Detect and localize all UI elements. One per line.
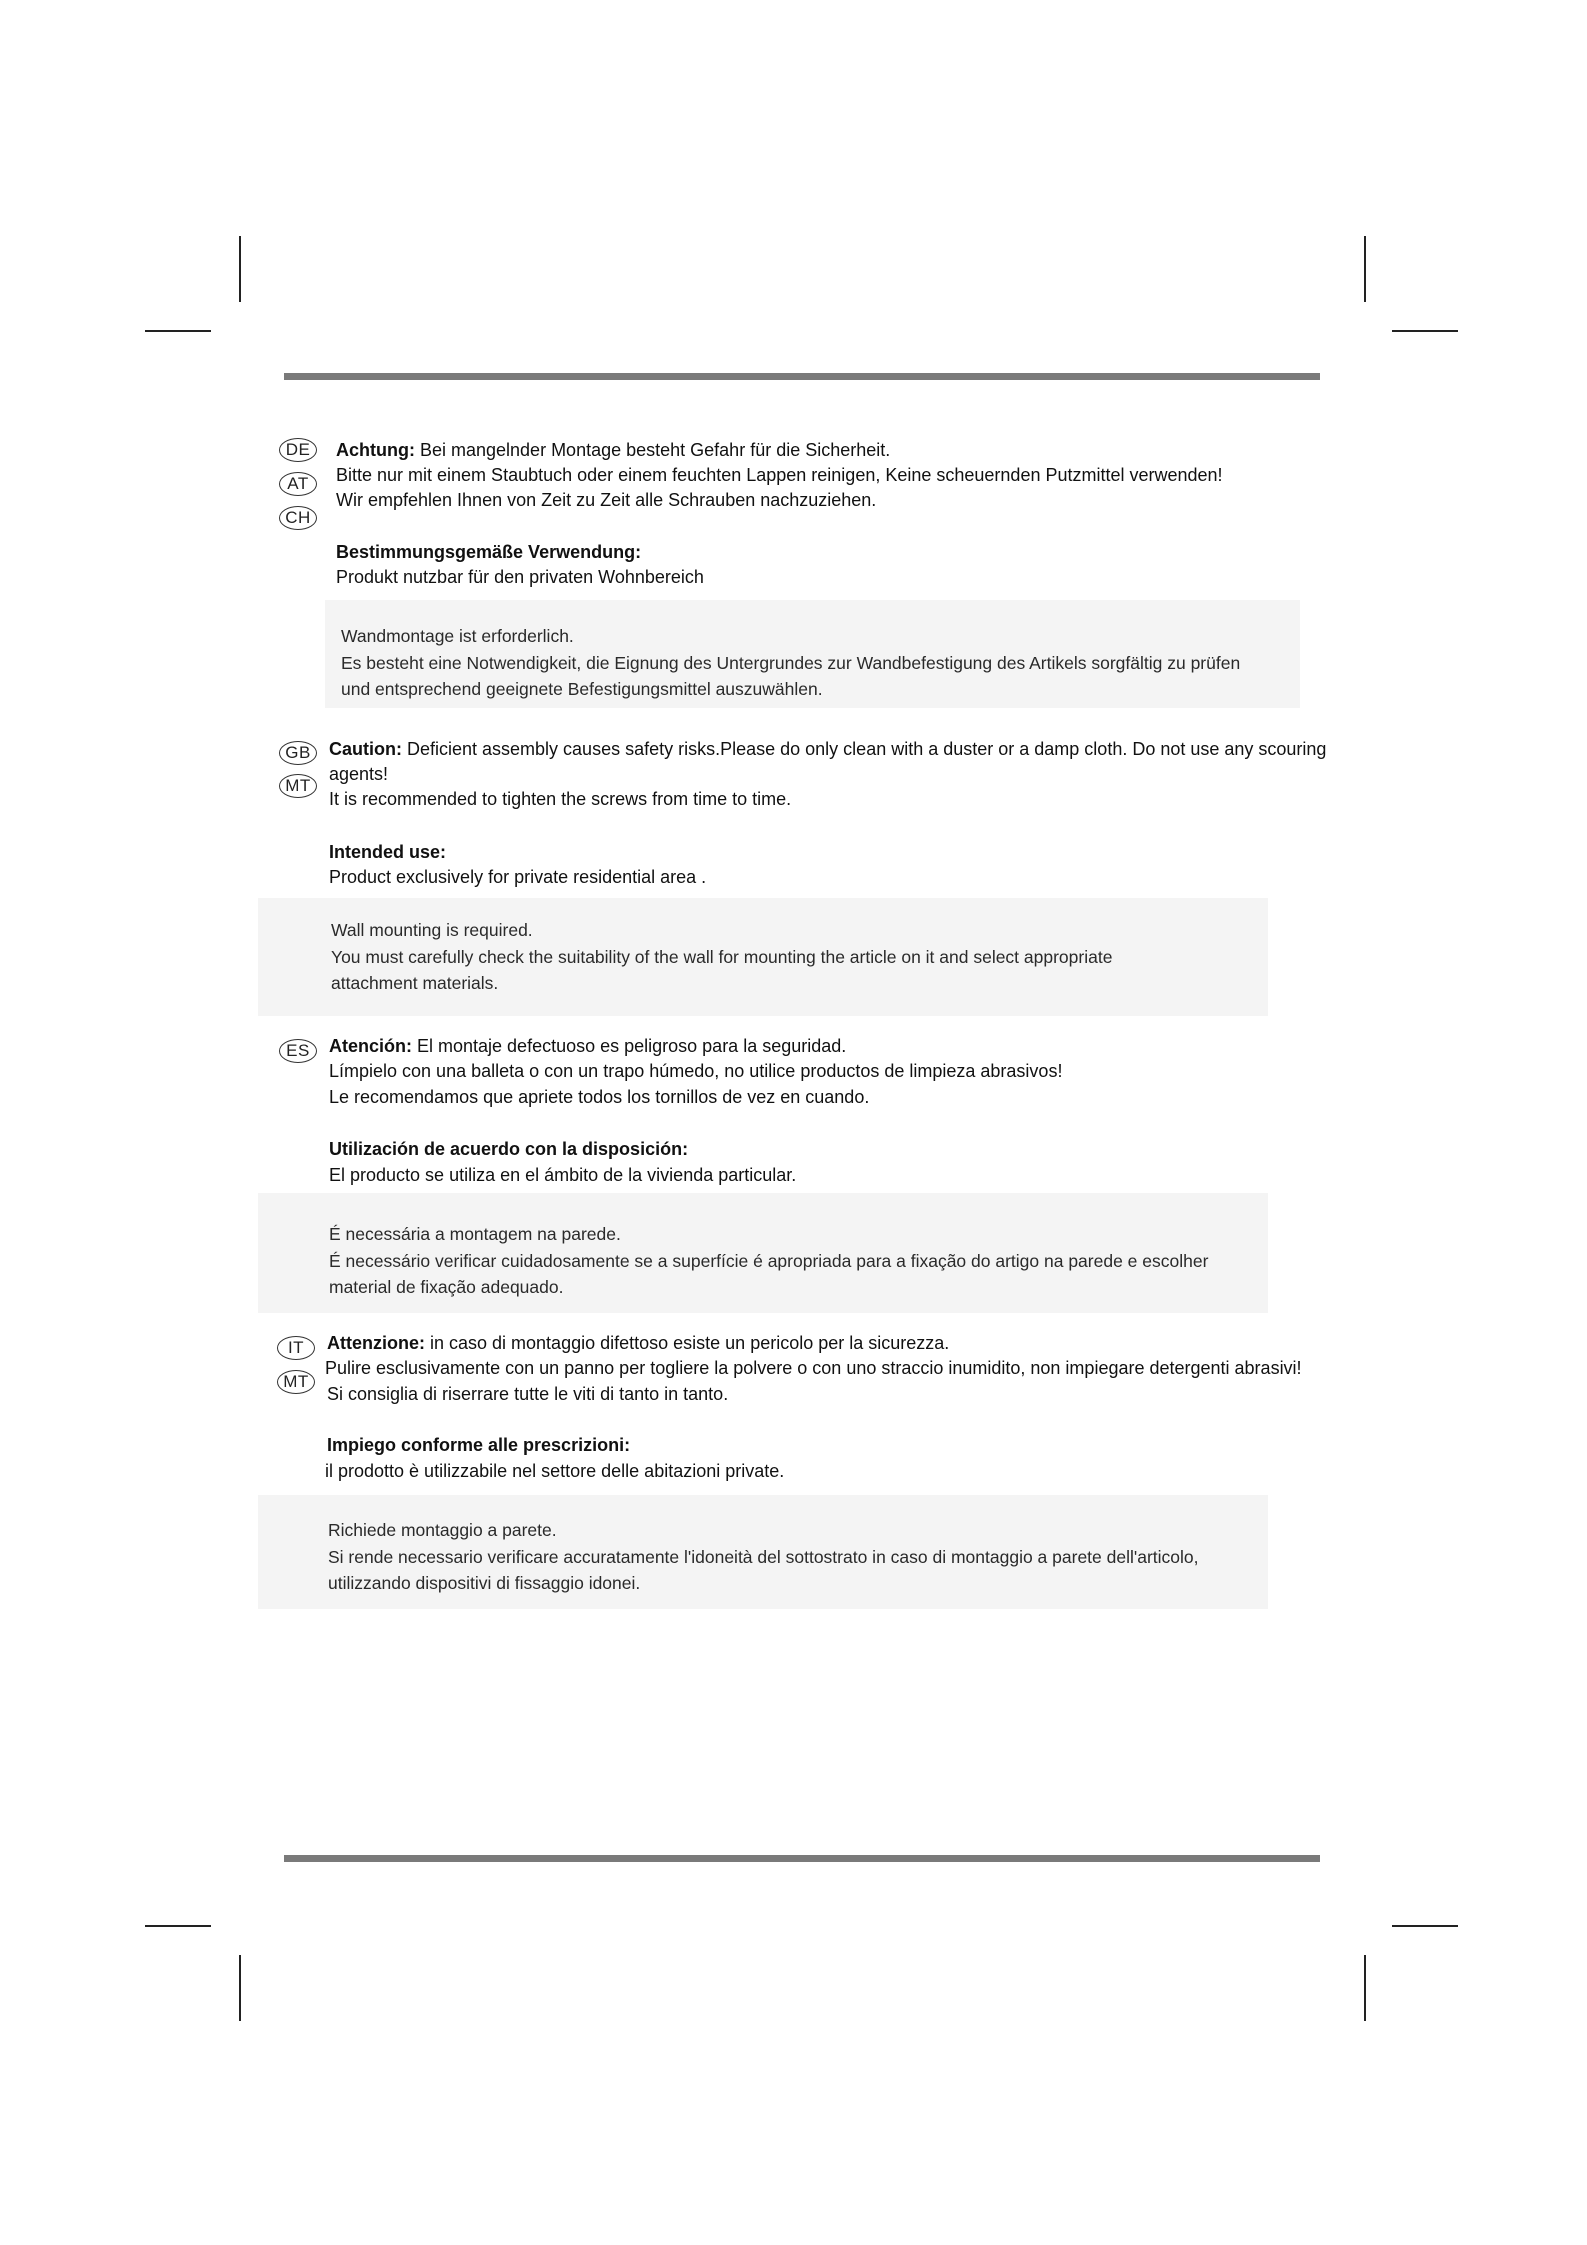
use-text: Produkt nutzbar für den privaten Wohnbereich bbox=[336, 567, 704, 587]
warning-label: Attenzione: bbox=[327, 1333, 425, 1353]
mounting-line-3: und entsprechend geeignete Befestigungsmittel auszuwählen. bbox=[341, 679, 823, 699]
warning-line-2: Límpielo con una balleta o con un trapo húmedo, no utilice productos de limpieza abrasivos! bbox=[329, 1061, 1063, 1081]
warning-line-1 bbox=[329, 1034, 846, 1058]
crop-mark-top-left-horizontal bbox=[145, 330, 211, 332]
warning-line-2: Bitte nur mit einem Staubtuch oder einem feuchten Lappen reinigen, Keine scheuernden Putzmittel verwenden! bbox=[336, 465, 1223, 485]
country-badge-at: AT bbox=[279, 472, 317, 496]
mounting-line-3: attachment materials. bbox=[331, 973, 499, 993]
mounting-line-1: Wall mounting is required. bbox=[331, 920, 533, 940]
warning-line-3: Le recomendamos que apriete todos los tornillos de vez en cuando. bbox=[329, 1087, 870, 1107]
country-badge-es: ES bbox=[279, 1039, 317, 1063]
country-badge-de: DE bbox=[279, 438, 317, 462]
bottom-rule bbox=[284, 1855, 1320, 1862]
warning-label: Caution: bbox=[329, 739, 402, 759]
country-badge-ch: CH bbox=[279, 506, 317, 530]
crop-mark-top-right-vertical bbox=[1364, 236, 1366, 302]
crop-mark-bottom-left-horizontal bbox=[145, 1925, 211, 1927]
warning-text: El montaje defectuoso es peligroso para la seguridad. bbox=[412, 1036, 847, 1056]
mounting-line-1: Richiede montaggio a parete. bbox=[328, 1520, 557, 1540]
crop-mark-top-right-horizontal bbox=[1392, 330, 1458, 332]
crop-mark-bottom-right-vertical bbox=[1364, 1955, 1366, 2021]
warning-line-1 bbox=[327, 1331, 949, 1355]
use-text: il prodotto è utilizzabile nel settore delle abitazioni private. bbox=[325, 1461, 785, 1481]
crop-mark-top-left-vertical bbox=[239, 236, 241, 302]
mounting-line-3: utilizzando dispositivi di fissaggio idonei. bbox=[328, 1573, 641, 1593]
warning-line-2: agents! bbox=[329, 764, 389, 784]
mounting-line-2: Si rende necessario verificare accuratamente l'idoneità del sottostrato in caso di montaggio a parete dell'articolo, bbox=[328, 1547, 1199, 1567]
use-heading: Intended use: bbox=[329, 842, 447, 862]
top-rule bbox=[284, 373, 1320, 380]
warning-line-1 bbox=[329, 737, 1326, 761]
warning-line-3: It is recommended to tighten the screws from time to time. bbox=[329, 789, 792, 809]
mounting-line-2: You must carefully check the suitability of the wall for mounting the article on it and select appropriate bbox=[331, 947, 1113, 967]
warning-text: Deficient assembly causes safety risks.Please do only clean with a duster or a damp cloth. Do not use any scouring bbox=[401, 739, 1327, 759]
mounting-line-1: Wandmontage ist erforderlich. bbox=[341, 626, 574, 646]
warning-text: in caso di montaggio difettoso esiste un pericolo per la sicurezza. bbox=[425, 1333, 950, 1353]
mounting-line-2: Es besteht eine Notwendigkeit, die Eignung des Untergrundes zur Wandbefestigung des Artikels sorgfältig zu prüfen bbox=[341, 653, 1241, 673]
warning-line-1 bbox=[336, 438, 890, 462]
warning-line-3: Si consiglia di riserrare tutte le viti di tanto in tanto. bbox=[327, 1384, 729, 1404]
warning-label: Achtung: bbox=[336, 440, 415, 460]
use-text: El producto se utiliza en el ámbito de la vivienda particular. bbox=[329, 1165, 797, 1185]
country-badge-mt: MT bbox=[279, 774, 317, 798]
country-badge-it: IT bbox=[277, 1336, 315, 1360]
warning-line-3: Wir empfehlen Ihnen von Zeit zu Zeit alle Schrauben nachzuziehen. bbox=[336, 490, 877, 510]
warning-text: Bei mangelnder Montage besteht Gefahr für die Sicherheit. bbox=[414, 440, 891, 460]
use-heading: Impiego conforme alle prescrizioni: bbox=[327, 1435, 631, 1455]
mounting-line-2: É necessário verificar cuidadosamente se a superfície é apropriada para a fixação do artigo na parede e escolher bbox=[329, 1251, 1209, 1271]
use-heading: Utilización de acuerdo con la disposición: bbox=[329, 1139, 689, 1159]
mounting-line-1: É necessária a montagem na parede. bbox=[329, 1224, 621, 1244]
crop-mark-bottom-left-vertical bbox=[239, 1955, 241, 2021]
mounting-line-3: material de fixação adequado. bbox=[329, 1277, 564, 1297]
use-heading: Bestimmungsgemäße Verwendung: bbox=[336, 542, 642, 562]
use-text: Product exclusively for private residential area . bbox=[329, 867, 707, 887]
country-badge-gb: GB bbox=[279, 741, 317, 765]
country-badge-mt: MT bbox=[277, 1370, 315, 1394]
warning-line-2: Pulire esclusivamente con un panno per togliere la polvere o con uno straccio inumidito, non impiegare detergenti abrasivi! bbox=[325, 1358, 1302, 1378]
crop-mark-bottom-right-horizontal bbox=[1392, 1925, 1458, 1927]
warning-label: Atención: bbox=[329, 1036, 412, 1056]
